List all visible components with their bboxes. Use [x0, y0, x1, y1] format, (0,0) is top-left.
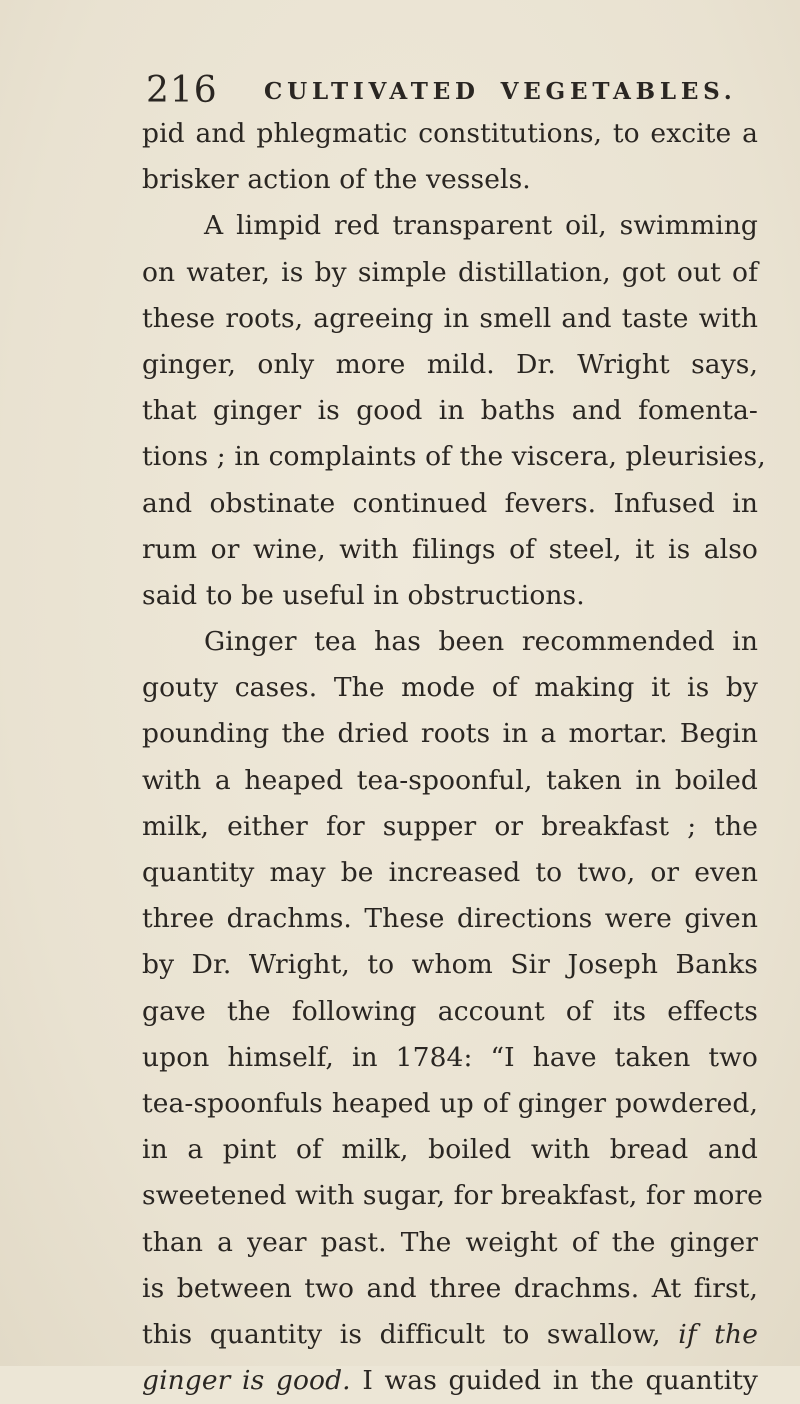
text-line: on water, is by simple distillation, got out of	[142, 256, 758, 288]
body-text	[142, 111, 766, 1404]
text-line: rum or wine, with filings of steel, it is also	[142, 533, 758, 565]
text-line: than a year past. The weight of the ginger	[142, 1226, 758, 1258]
text-line: ginger, only more mild. Dr. Wright says,	[142, 348, 758, 380]
text-line: gave the following account of its effects	[142, 995, 758, 1027]
text-line: milk, either for supper or breakfast ; the	[142, 810, 758, 842]
text-line: tions ; in complaints of the viscera, pleurisies,	[142, 441, 766, 473]
text-line: pounding the dried roots in a mortar. Begin	[142, 718, 758, 750]
text-line: is between two and three drachms. At first,	[142, 1272, 758, 1304]
text-line: quantity may be increased to two, or even	[142, 857, 758, 888]
italic-text: if the	[678, 1318, 758, 1350]
text-line: these roots, agreeing in smell and taste with	[142, 302, 758, 334]
text-line: pid and phlegmatic constitutions, to excite a	[142, 118, 758, 149]
text-line-with-italic	[142, 1358, 758, 1404]
text-line: A limpid red transparent oil, swimming	[204, 210, 758, 242]
text-segment: this quantity is difficult to swallow,	[142, 1318, 661, 1350]
text-line: said to be useful in obstructions.	[142, 579, 585, 611]
text-line: by Dr. Wright, to whom Sir Joseph Banks	[142, 949, 758, 981]
text-line: with a heaped tea-spoonful, taken in boiled	[142, 764, 758, 796]
text-line: Ginger tea has been recommended in	[204, 626, 758, 658]
text-line: that ginger is good in baths and fomenta-	[142, 395, 758, 427]
text-line: gouty cases. The mode of making it is by	[142, 672, 758, 704]
italic-text: ginger is good.	[142, 1365, 351, 1397]
running-head: CULTIVATED VEGETABLES.	[264, 78, 737, 105]
page-number: 216	[146, 70, 218, 111]
text-line: tea-spoonfuls heaped up of ginger powdered,	[142, 1087, 758, 1119]
text-line-with-italic	[142, 1312, 758, 1358]
text-line: upon himself, in 1784: “I have taken two	[142, 1041, 758, 1073]
text-line: and obstinate continued fevers. Infused in	[142, 487, 758, 519]
text-line: sweetened with sugar, for breakfast, for more	[142, 1180, 763, 1212]
text-line: in a pint of milk, boiled with bread and	[142, 1134, 758, 1166]
text-line: brisker action of the vessels.	[142, 164, 531, 196]
text-line: three drachms. These directions were given	[142, 903, 758, 935]
text-segment: I was guided in the quantity	[362, 1365, 758, 1397]
